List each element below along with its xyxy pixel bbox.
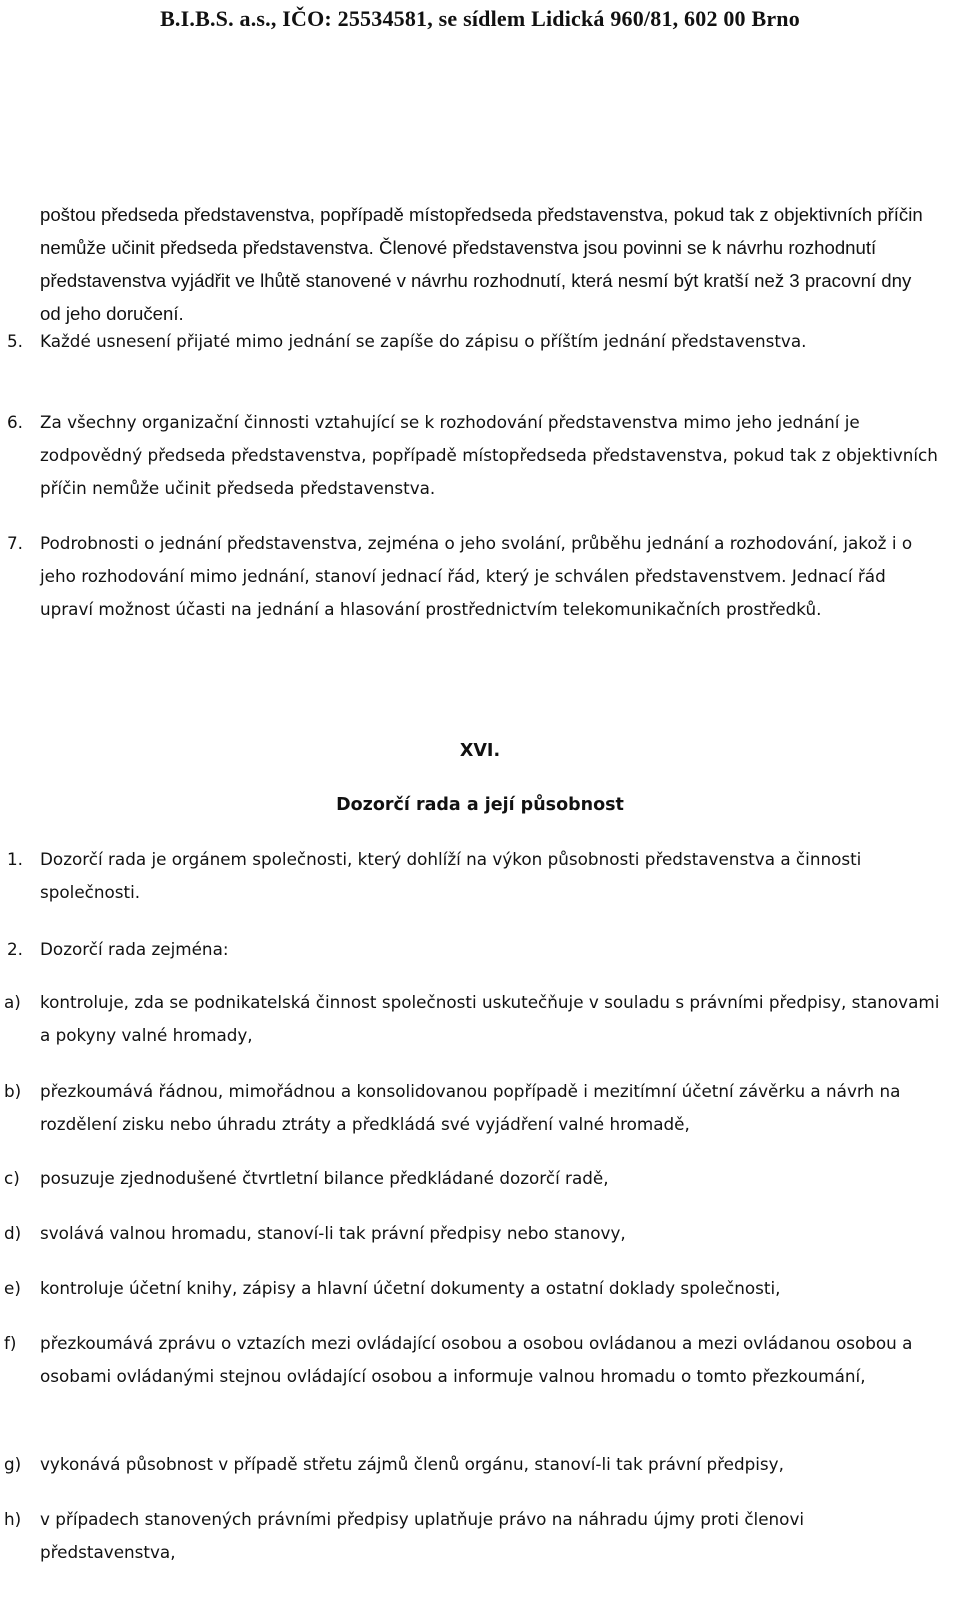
item-text: v případech stanovených právními předpisy uplatňuje právo na náhradu újmy proti členovi představenstva, <box>40 1509 805 1562</box>
item-letter: f) <box>4 1333 17 1353</box>
item-text: kontroluje účetní knihy, zápisy a hlavní účetní dokumenty a ostatní doklady společnosti, <box>40 1278 781 1298</box>
item-letter: g) <box>4 1454 22 1474</box>
item-text: Za všechny organizační činnosti vztahující se k rozhodování představenstva mimo jeho jednání je zodpovědný předseda představenstva, popřípadě místopředseda představenstva, pokud tak z objektivních příčin nemůže učinit předseda představenstva. <box>40 412 938 498</box>
item-text: Dozorčí rada je orgánem společnosti, který dohlíží na výkon působnosti představenstva a činnosti společnosti. <box>40 849 862 902</box>
item-letter: h) <box>4 1509 22 1529</box>
section-title: Dozorčí rada a její působnost <box>336 795 624 815</box>
item-text: Každé usnesení přijaté mimo jednání se zapíše do zápisu o příštím jednání představenstva. <box>40 331 807 351</box>
item-letter: b) <box>4 1081 22 1101</box>
item-letter: c) <box>4 1168 20 1188</box>
item-text: Podrobnosti o jednání představenstva, zejména o jeho svolání, průběhu jednání a rozhodování, jakož i o jeho rozhodování mimo jednání, stanoví jednací řád, který je schválen představenstvem. Jednací řád upraví možnost účasti na jednání a hlasování prostřednictvím telekomunikačních prostředků. <box>40 533 913 619</box>
item-text: posuzuje zjednodušené čtvrtletní bilance předkládané dozorčí radě, <box>40 1168 609 1188</box>
page-header: B.I.B.S. a.s., IČO: 25534581, se sídlem Lidická 960/81, 602 00 Brno <box>160 6 800 31</box>
item-letter: a) <box>4 992 21 1012</box>
item-text: svolává valnou hromadu, stanoví-li tak právní předpisy nebo stanovy, <box>40 1223 626 1243</box>
item-letter: d) <box>4 1223 22 1243</box>
council-item: 2. Dozorčí rada zejména: <box>40 933 940 966</box>
board-item: 5. Každé usnesení přijaté mimo jednání se zapíše do zápisu o příštím jednání představenstva. <box>40 325 940 358</box>
item-text: přezkoumává řádnou, mimořádnou a konsolidovanou popřípadě i mezitímní účetní závěrku a návrh na rozdělení zisku nebo úhradu ztráty a předkládá své vyjádření valné hromadě, <box>40 1081 901 1134</box>
board-item: 7. Podrobnosti o jednání představenstva, zejména o jeho svolání, průběhu jednání a rozhodování, jakož i o jeho rozhodování mimo jednání, stanoví jednací řád, který je schválen představenstvem. Jednací řád upraví možnost účasti na jednání a hlasování prostřednictvím telekomunikačních prostředků. <box>40 527 940 626</box>
section-number: XVI. <box>459 741 501 761</box>
council-item: 1. Dozorčí rada je orgánem společnosti, který dohlíží na výkon působnosti představenstva a činnosti společnosti. <box>40 843 940 909</box>
item-letter: e) <box>4 1278 21 1298</box>
board-item: 6. Za všechny organizační činnosti vztahující se k rozhodování představenstva mimo jeho jednání je zodpovědný předseda představenstva, popřípadě místopředseda představenstva, pokud tak z objektivních příčin nemůže učinit předseda představenstva. <box>40 406 940 505</box>
item-text: přezkoumává zprávu o vztazích mezi ovládající osobou a osobou ovládanou a mezi ovládanou osobou a osobami ovládanými stejnou ovládající osobou a informuje valnou hromadu o tomto přezkoumání, <box>40 1333 913 1386</box>
item-text: kontroluje, zda se podnikatelská činnost společnosti uskutečňuje v souladu s právními předpisy, stanovami a pokyny valné hromady, <box>40 992 940 1045</box>
item-text: Dozorčí rada zejména: <box>40 939 229 959</box>
item-text: vykonává působnost v případě střetu zájmů členů orgánu, stanoví-li tak právní předpisy, <box>40 1454 784 1474</box>
lead-paragraph: poštou předseda představenstva, popřípadě místopředseda představenstva, pokud tak z objektivních příčin nemůže učinit předseda představenstva. Členové představenstva jsou povinni se k návrhu rozhodnutí představenstva vyjádřit ve lhůtě stanovené v návrhu rozhodnutí, která nesmí být kratší než 3 pracovní dny od jeho doručení. <box>40 204 923 324</box>
